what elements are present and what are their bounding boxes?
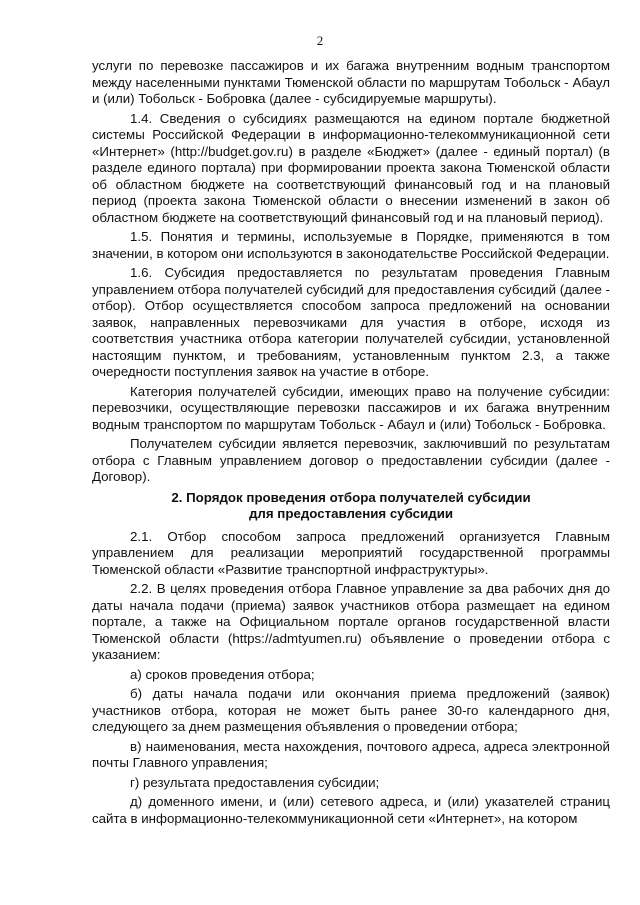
paragraph: д) доменного имени, и (или) сетевого адреса, и (или) указателей страниц сайта в информационно-телекоммуникационной сети «Интернет», на котором — [92, 794, 610, 826]
paragraph: 2.2. В целях проведения отбора Главное управление за два рабочих дня до даты начала подачи (приема) заявок участников отбора размещает на едином портале, а также на Официальном портале органов государственной власти Тюменской области (https://admtyumen.ru) объявление о проведении отбора с указанием: — [92, 581, 610, 662]
section-heading-line2: для предоставления субсидии — [248, 506, 454, 521]
paragraph: в) наименования, места нахождения, почтового адреса, адреса электронной почты Главного управления; — [92, 738, 610, 770]
paragraph: услуги по перевозке пассажиров и их багажа внутренним водным транспортом между населенными пунктами Тюменской области по маршрутам Тобольск - Абаул и (или) Тобольск - Бобровка (далее - субсидируемые маршруты). — [92, 58, 610, 106]
paragraph-group-top — [92, 58, 610, 486]
paragraph: 1.4. Сведения о субсидиях размещаются на едином портале бюджетной системы Российской Федерации в информационно-телекоммуникационной сети «Интернет» (http://budget.gov.ru) в разделе «Бюджет» (далее - единый портал) (в разделе единого портала) при формировании проекта закона Тюменской области об областном бюджете на соответствующий финансовый год и на плановый период (проекта закона Тюменской области о внесении изменений в закон об областном бюджете на соответствующий финансовый год и на плановый период). — [92, 110, 610, 225]
paragraph: Получателем субсидии является перевозчик, заключивший по результатам отбора с Главным управлением договор о предоставлении субсидии (далее - Договор). — [92, 436, 610, 484]
document-body — [92, 58, 610, 830]
paragraph: 1.6. Субсидия предоставляется по результатам проведения Главным управлением отбора получателей субсидий для предоставления субсидий (далее - отбор). Отбор осуществляется способом запроса предложений на основании заявок, направленных перевозчиками для участия в отборе, исходя из соответствия участника отбора категории получателей субсидии, установленной настоящим пунктом, и требованиям, установленным пунктом 2.3, а также очередности поступления заявок на участие в отборе. — [92, 265, 610, 379]
paragraph: 1.5. Понятия и термины, используемые в Порядке, применяются в том значении, в котором они используются в законодательстве Российской Федерации. — [92, 229, 610, 261]
paragraph: Категория получателей субсидии, имеющих право на получение субсидии: перевозчики, осуществляющие перевозки пассажиров и их багажа внутренним водным транспортом по маршрутам Тобольск - Абаул и (или) Тобольск - Бобровка. — [92, 383, 610, 432]
paragraph: а) сроков проведения отбора; — [130, 666, 315, 682]
page-number: 2 — [316, 33, 324, 48]
paragraph-group-bottom — [92, 529, 610, 828]
section-heading — [92, 490, 610, 523]
paragraph: г) результата предоставления субсидии; — [130, 774, 380, 790]
paragraph: 2.1. Отбор способом запроса предложений организуется Главным управлением для реализации мероприятий государственной программы Тюменской области «Развитие транспортной инфраструктуры». — [92, 528, 610, 577]
paragraph: б) даты начала подачи или окончания приема предложений (заявок) участников отбора, которая не может быть ранее 30-го календарного дня, следующего за днем размещения объявления о проведении отбора; — [92, 686, 610, 734]
section-heading-line1: 2. Порядок проведения отбора получателей субсидии — [171, 489, 531, 505]
